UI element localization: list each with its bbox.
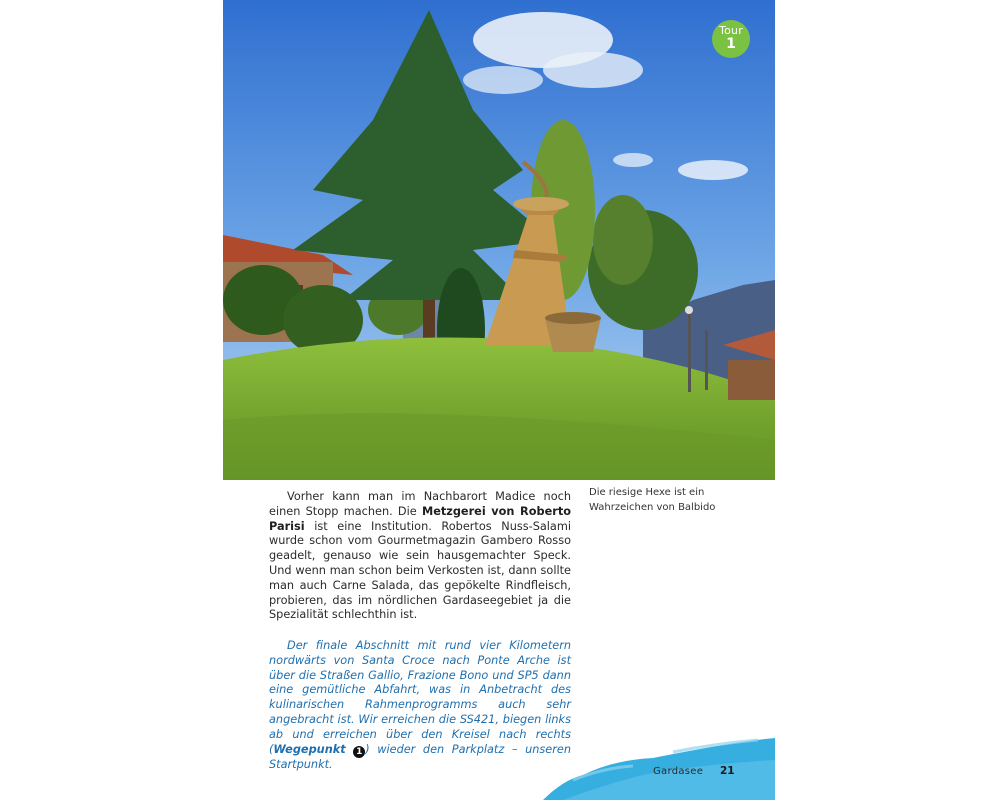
footer-label: Gardasee	[653, 766, 704, 777]
route-text-part2: ) wieder den Parkplatz – unseren Startpunkt.	[269, 742, 572, 771]
photo-caption: Die riesige Hexe ist ein Wahrzeichen von Balbido	[589, 487, 716, 513]
footer-splash-decoration	[543, 730, 775, 800]
tour-badge-label: Tour	[719, 24, 743, 37]
route-text-part1: Der finale Abschnitt mit rund vier Kilometern nordwärts von Santa Croce nach Ponte Arche ist über die Straßen Gallio, Frazione Bono und SP5 dann eine gemütliche Abfahrt, was in Anbetracht des kulinarischen Rahmenprogramms auch sehr angebracht ist. Wir erreichen die SS421, biegen links ab und erreichen über den Kreisel nach rechts (	[269, 639, 571, 756]
body-text-part1: Vorher kann man im Nachbarort Madice noch einen Stopp machen. Die	[269, 490, 571, 518]
route-text-waypoint-label: Wegepunkt	[273, 742, 346, 756]
witch-landscape-photo	[223, 0, 775, 480]
route-paragraph	[269, 639, 571, 772]
body-paragraph	[269, 490, 571, 623]
book-page	[223, 0, 775, 800]
tour-badge	[712, 20, 750, 58]
tour-badge-number: 1	[726, 36, 736, 52]
body-text-bold: Metzgerei von Roberto Parisi	[269, 504, 571, 533]
body-text-part2: ist eine Institution. Robertos Nuss-Salami wurde schon vom Gourmetmagazin Gambero Rosso geadelt, genauso wie sein hausgemachter Speck. Und wenn man schon beim Verkosten ist, dann sollte man auch Carne Salada, das gepökelte Rindfleisch, probieren, das im nördlichen Gardaseegebiet ja die Spezialität schlechthin ist.	[269, 519, 571, 622]
page-number: 21	[720, 765, 735, 777]
waypoint-marker-icon: 1	[353, 746, 365, 758]
